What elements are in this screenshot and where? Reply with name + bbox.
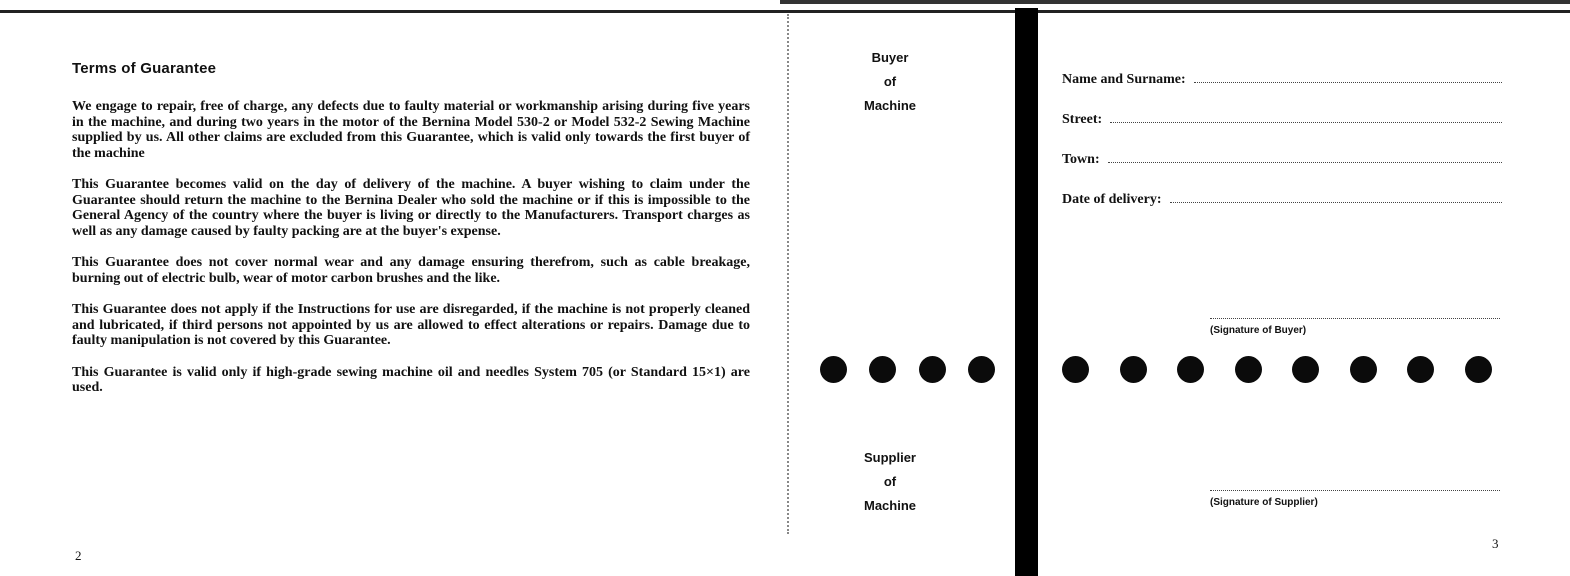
punch-hole [1062, 356, 1089, 383]
guarantee-terms-page [72, 60, 750, 412]
stub-label-line: Buyer [871, 50, 909, 65]
page-number-right: 3 [1492, 536, 1499, 551]
punch-hole [869, 356, 896, 383]
fill-in-line[interactable] [1194, 82, 1502, 83]
page-number-left: 2 [75, 548, 82, 563]
signature-caption: (Signature of Supplier) [1210, 497, 1318, 508]
punch-hole [1235, 356, 1262, 383]
supplier-stub-label [820, 446, 960, 518]
supplier-signature-block [1210, 490, 1500, 508]
fill-in-line[interactable] [1108, 162, 1502, 163]
punch-holes-left [820, 356, 995, 386]
delivery-form [1062, 48, 1502, 208]
stub-label-line: of [883, 474, 897, 489]
field-label: Name and Surname: [1062, 72, 1186, 87]
terms-paragraph: This Guarantee does not apply if the Instructions for use are disregarded, if the machine is not properly cleaned and lubricated, if third persons not appointed by us are allowed to effect alterations or repairs. Damage due to faulty manipulation is not covered by this Guarantee. [72, 302, 750, 348]
punch-holes-right [1062, 356, 1492, 386]
signature-line[interactable] [1210, 490, 1500, 491]
punch-hole [1177, 356, 1204, 383]
terms-paragraph: This Guarantee becomes valid on the day of delivery of the machine. A buyer wishing to claim under the Guarantee should return the machine to the Bernina Dealer who sold the machine or if this is impossible to the General Agency of the country where the buyer is living or directly to the Manufacturers. Transport charges as well as any damage caused by faulty packing are at the buyer's expense. [72, 177, 750, 239]
punch-hole [968, 356, 995, 383]
punch-hole [1350, 356, 1377, 383]
form-row-date[interactable] [1062, 168, 1502, 208]
perforation-line [787, 14, 790, 534]
fill-in-line[interactable] [1110, 122, 1502, 123]
signature-caption: (Signature of Buyer) [1210, 325, 1307, 336]
punch-hole [919, 356, 946, 383]
stub-label-line: Machine [863, 98, 916, 113]
stub-label-line: Supplier [863, 450, 916, 465]
terms-paragraph: We engage to repair, free of charge, any defects due to faulty material or workmanship arising during five years in the machine, and during two years in the motor of the Bernina Model 530-2 or Model 532-2 Sewing Machine supplied by us. All other claims are excluded from this Guarantee, which is valid only towards the first buyer of the machine [72, 99, 750, 161]
punch-hole [1407, 356, 1434, 383]
terms-paragraph: This Guarantee does not cover normal wear and any damage ensuring therefrom, such as cable breakage, burning out of electric bulb, wear of motor carbon brushes and the like. [72, 255, 750, 286]
stub-label-line: Machine [863, 498, 916, 513]
buyer-signature-block [1210, 318, 1500, 336]
form-row-town[interactable] [1062, 128, 1502, 168]
black-binding-band [1015, 8, 1038, 576]
top-edge-rule [0, 10, 1570, 13]
punch-hole [1292, 356, 1319, 383]
punch-hole [1120, 356, 1147, 383]
punch-hole [820, 356, 847, 383]
field-label: Town: [1062, 152, 1100, 167]
fill-in-line[interactable] [1170, 202, 1502, 203]
stub-label-line: of [883, 74, 897, 89]
punch-hole [1465, 356, 1492, 383]
page-heading: Terms of Guarantee [72, 60, 217, 77]
field-label: Date of delivery: [1062, 192, 1162, 207]
field-label: Street: [1062, 112, 1103, 127]
terms-paragraph: This Guarantee is valid only if high-grade sewing machine oil and needles System 705 (or Standard 15×1) are used. [72, 364, 750, 395]
form-row-name[interactable] [1062, 48, 1502, 88]
signature-line[interactable] [1210, 318, 1500, 319]
form-row-street[interactable] [1062, 88, 1502, 128]
buyer-stub-label [820, 46, 960, 118]
top-edge-rule-right [780, 0, 1570, 4]
